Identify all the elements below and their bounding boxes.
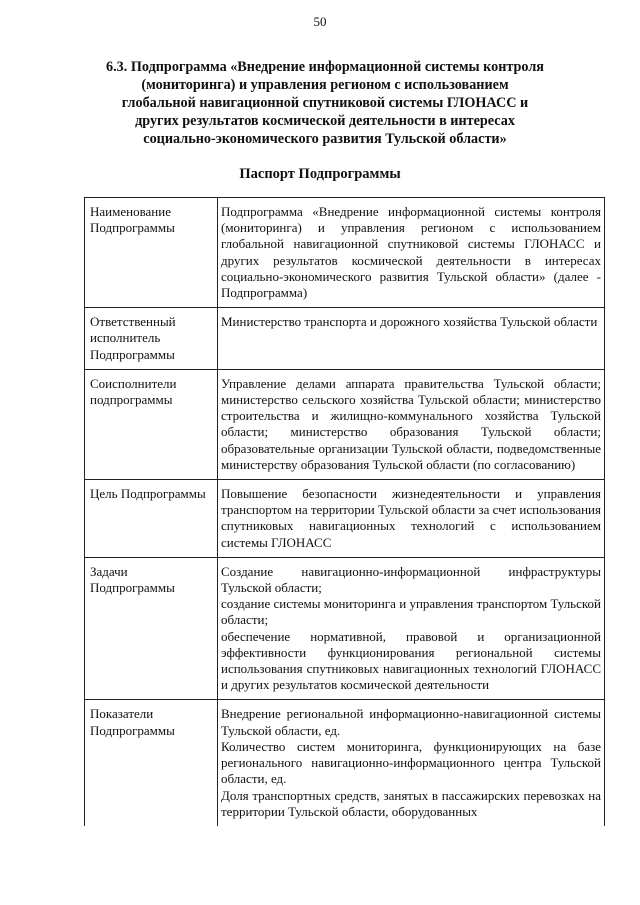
indicator-paragraph: Внедрение региональной информационно-навигационной системы Тульской области, ед.: [221, 706, 601, 738]
table-row: [85, 369, 605, 479]
table-row: [85, 480, 605, 558]
table-row: [85, 700, 605, 826]
task-paragraph: обеспечение нормативной, правовой и организационной эффективности функционирования региональной системы использования спутниковых навигационных технологий ГЛОНАСС и других результатов космической деятельности: [221, 628, 601, 693]
row-content-name: Подпрограмма «Внедрение информационной системы контроля (мониторинга) и управления регионом с использованием глобальной навигационной спутниковой системы ГЛОНАСС и других результатов космической деятельности в интересах социально-экономического развития Тульской области» (далее - Подпрограмма): [218, 198, 605, 308]
heading-line: (мониторинга) и управления регионом с использованием: [141, 77, 509, 93]
row-content-tasks: [218, 557, 605, 700]
task-paragraph: Создание навигационно-информационной инфраструктуры Тульской области;: [221, 563, 601, 596]
indicator-paragraph: Доля транспортных средств, занятых в пассажирских перевозках на территории Тульской области, оборудованных: [221, 787, 601, 819]
task-paragraph: создание системы мониторинга и управления транспортом Тульской области;: [221, 596, 601, 628]
row-label-name: Наименование Подпрограммы: [85, 198, 218, 308]
row-content-executor: Министерство транспорта и дорожного хозяйства Тульской области: [218, 308, 605, 370]
passport-table: [84, 197, 605, 826]
row-label-goal: Цель Подпрограммы: [85, 480, 218, 558]
row-label-coexecutors: Соисполнители подпрограммы: [85, 369, 218, 479]
row-label-tasks: Задачи Подпрограммы: [85, 557, 218, 700]
row-label-executor: Ответственный исполнитель Подпрограммы: [85, 308, 218, 370]
table-row: [85, 198, 605, 308]
heading-line: других результатов космической деятельности в интересах: [135, 113, 515, 129]
row-content-indicators: [218, 700, 605, 826]
heading-line: глобальной навигационной спутниковой системы ГЛОНАСС и: [121, 95, 529, 111]
table-row: [85, 557, 605, 700]
page-number: 50: [313, 14, 327, 29]
passport-title: Паспорт Подпрограммы: [239, 166, 401, 182]
table-row: [85, 308, 605, 370]
section-heading: [96, 58, 554, 148]
indicator-paragraph: Количество систем мониторинга, функционирующих на базе регионального навигационно-информационного центра Тульской области, ед.: [221, 738, 601, 787]
heading-line: социально-экономического развития Тульской области»: [143, 131, 507, 147]
row-content-coexecutors: Управление делами аппарата правительства Тульской области; министерство сельского хозяйства Тульской области; министерство строительства и жилищно-коммунального хозяйства Тульской области; министерство образования Тульской области; образовательные организации Тульской области, подведомственные министерству образования Тульской области (по согласованию): [218, 369, 605, 479]
heading-line: 6.3. Подпрограмма «Внедрение информационной системы контроля: [106, 59, 544, 75]
row-content-goal: Повышение безопасности жизнедеятельности и управления транспортом на территории Тульской области за счет использования спутниковых навигационных технологий с использованием системы ГЛОНАСС: [218, 480, 605, 558]
row-label-indicators: Показатели Подпрограммы: [85, 700, 218, 826]
